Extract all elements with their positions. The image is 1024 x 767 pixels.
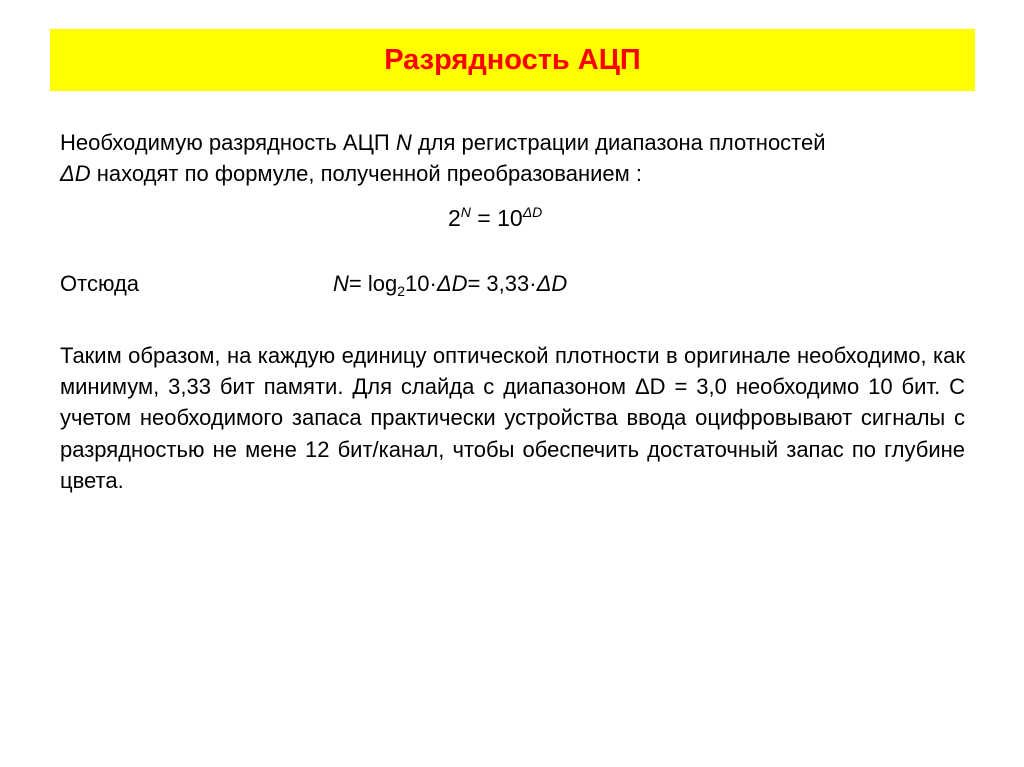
intro-text-part: Необходимую разрядность АЦП xyxy=(60,130,396,155)
variable-delta-d: ΔD xyxy=(60,161,91,186)
variable-n: N xyxy=(395,130,412,155)
formula-part: = log xyxy=(348,271,398,296)
formula-exponent: ΔD xyxy=(522,204,543,220)
slide-title: Разрядность АЦП xyxy=(384,43,641,76)
formula-part: N xyxy=(333,271,349,296)
formula-main xyxy=(448,197,542,234)
intro-text-part: для регистрации диапазона плотностей xyxy=(411,130,826,155)
formula-part: = 3,33· xyxy=(467,271,537,296)
intro-text-part: находят по формуле, полученной преобразованием : xyxy=(90,161,642,186)
formula-exponent: N xyxy=(460,204,471,220)
formula-part: = 10 xyxy=(470,205,523,231)
formula-derived xyxy=(333,268,567,307)
otsuda-label: Отсюда xyxy=(60,271,140,296)
intro-text xyxy=(60,127,826,189)
title-band xyxy=(50,29,975,91)
formula-part: ΔD xyxy=(436,271,468,296)
formula-part: ΔD xyxy=(536,271,568,296)
conclusion-paragraph: Таким образом, на каждую единицу оптической плотности в оригинале необходимо, как минимум, 3,33 бит памяти. Для слайда с диапазоном ΔD = 3,0 необходимо 10 бит. С учетом необходимого запаса практически устройства ввода оцифровывают сигналы с разрядностью не мене 12 бит/канал, чтобы обеспечить достаточный запас по глубине цвета. xyxy=(60,343,965,493)
formula-part: 10· xyxy=(405,271,437,296)
formula-part: 2 xyxy=(448,205,461,231)
formula-subscript: 2 xyxy=(397,283,406,299)
